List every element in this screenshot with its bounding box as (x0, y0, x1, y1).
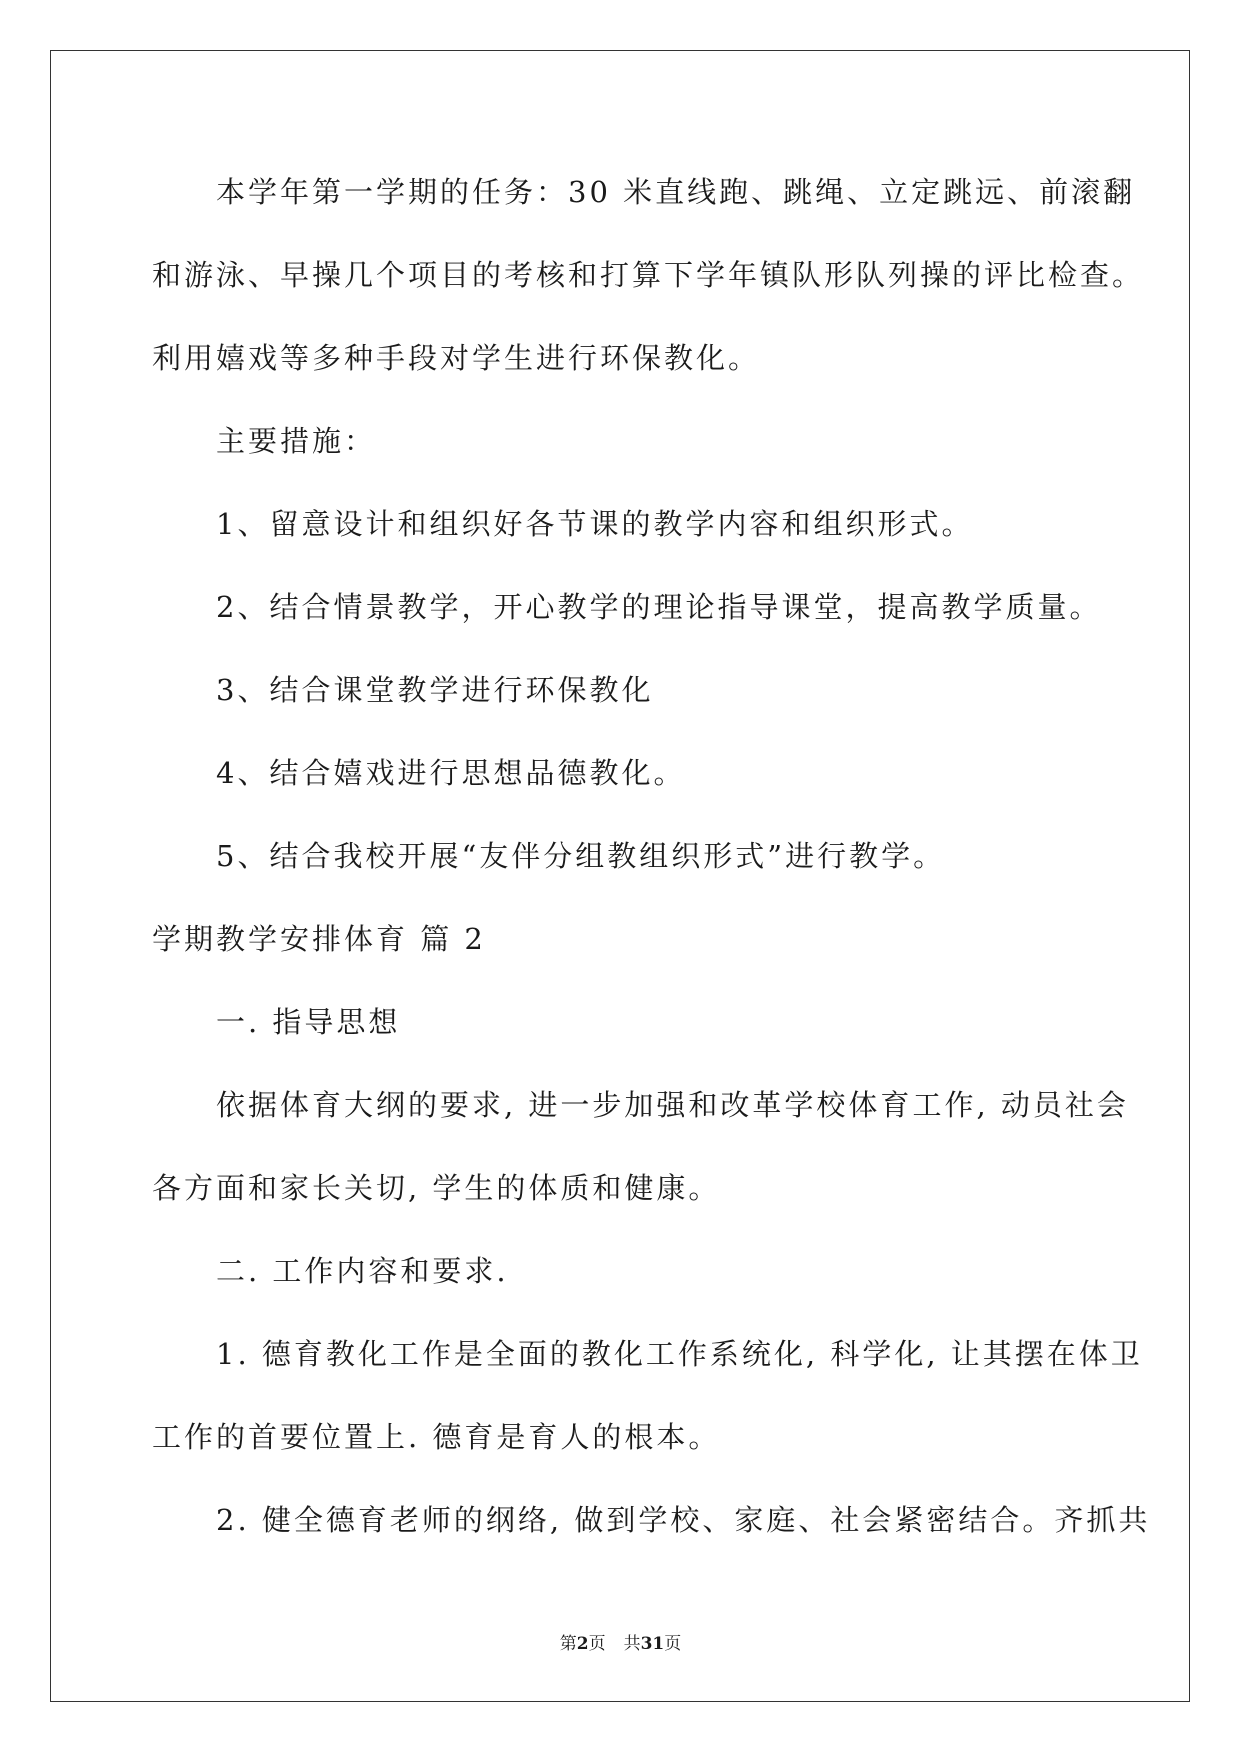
paragraph-line: 依据体育大纲的要求, 进一步加强和改革学校体育工作, 动员社会 (216, 1088, 1129, 1122)
list-item: 2. 健全德育老师的纲络, 做到学校、家庭、社会紧密结合。齐抓共 (216, 1503, 1151, 1537)
page-border (50, 50, 1190, 1702)
list-item: 5、结合我校开展“友伴分组教组织形式”进行教学。 (216, 839, 946, 873)
paragraph-line: 工作的首要位置上. 德育是育人的根本。 (152, 1420, 721, 1454)
paragraph-line: 利用嬉戏等多种手段对学生进行环保教化。 (152, 341, 761, 375)
list-item: 4、结合嬉戏进行思想品德教化。 (216, 756, 686, 790)
list-item: 2、结合情景教学，开心教学的理论指导课堂，提高教学质量。 (216, 590, 1102, 624)
paragraph-line: 和游泳、早操几个项目的考核和打算下学年镇队形队列操的评比检查。 (152, 258, 1145, 292)
page-number: 2 (576, 1634, 589, 1654)
list-item: 3、结合课堂教学进行环保教化 (216, 673, 654, 707)
total-prefix: 共 (623, 1634, 641, 1654)
section-heading: 主要措施： (216, 424, 377, 458)
list-item: 1. 德育教化工作是全面的教化工作系统化, 科学化, 让其摆在体卫 (216, 1337, 1143, 1371)
paragraph-line: 各方面和家长关切, 学生的体质和健康。 (152, 1171, 721, 1205)
section-heading: 一. 指导思想 (216, 1005, 401, 1039)
total-suffix: 页 (664, 1634, 682, 1654)
page-footer (0, 1636, 1241, 1653)
page-prefix: 第 (559, 1634, 577, 1654)
page-suffix: 页 (588, 1634, 606, 1654)
total-pages: 31 (640, 1634, 665, 1654)
paragraph-line: 本学年第一学期的任务：30 米直线跑、跳绳、立定跳远、前滚翻 (216, 175, 1136, 209)
section-heading: 二. 工作内容和要求. (216, 1254, 509, 1288)
list-item: 1、留意设计和组织好各节课的教学内容和组织形式。 (216, 507, 974, 541)
article-title: 学期教学安排体育 篇 2 (152, 922, 486, 956)
